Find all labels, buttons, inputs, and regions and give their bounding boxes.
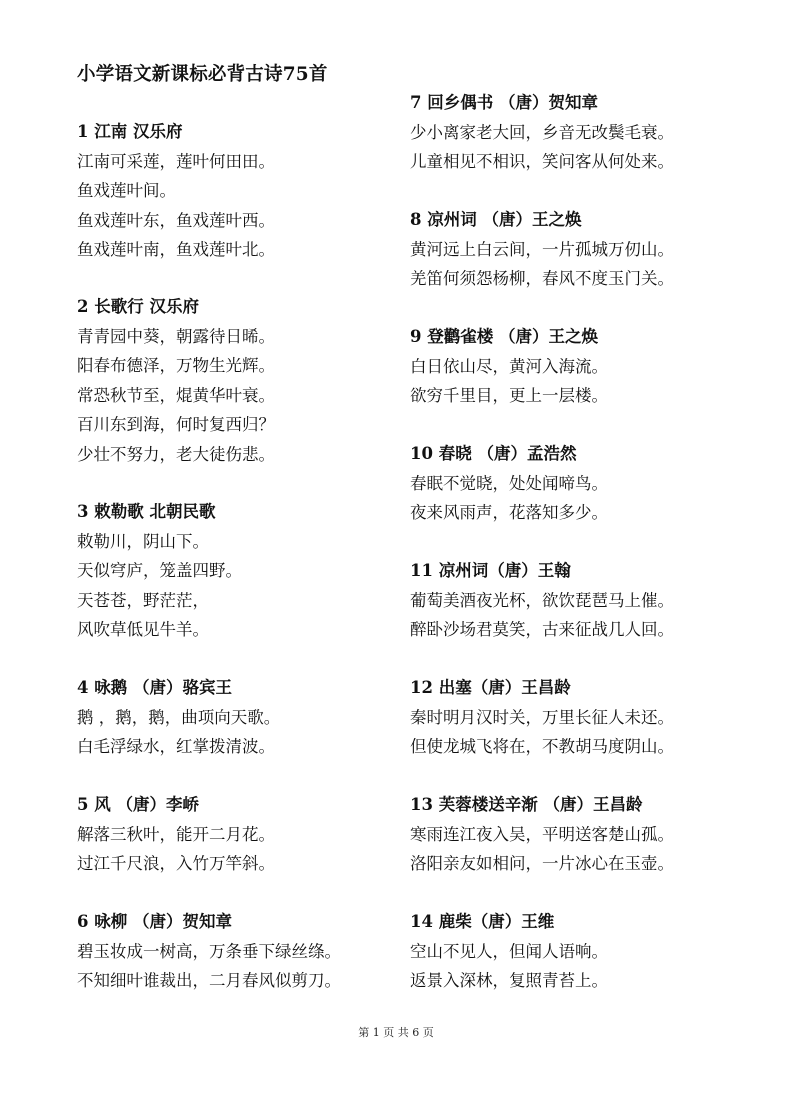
poem-line: 白毛浮绿水，红掌拨清波。	[77, 737, 275, 756]
poem-line: 天似穹庐，笼盖四野。	[77, 561, 242, 580]
poem-1	[77, 117, 397, 265]
poem-11	[410, 556, 740, 645]
poem-2	[77, 292, 397, 469]
poem-3	[77, 497, 397, 645]
poem-line: 但使龙城飞将在，不教胡马度阴山。	[410, 737, 674, 756]
poem-line: 秦时明月汉时关，万里长征人未还。	[410, 707, 674, 727]
poem-heading: 1 江南 汉乐府	[77, 122, 183, 141]
poem-12	[410, 673, 740, 762]
poem-line: 鱼戏莲叶间。	[77, 181, 176, 200]
poem-heading: 9 登鹳雀楼 （唐）王之焕	[410, 327, 598, 346]
poem-line: 过江千尺浪，入竹万竿斜。	[77, 854, 275, 873]
poem-line: 鱼戏莲叶南，鱼戏莲叶北。	[77, 240, 275, 259]
poem-4	[77, 673, 397, 762]
poem-heading: 8 凉州词 （唐）王之焕	[410, 210, 582, 229]
poem-line: 儿童相见不相识，笑问客从何处来。	[410, 152, 674, 171]
poem-line: 葡萄美酒夜光杯，欲饮琵琶马上催。	[410, 590, 674, 610]
poem-heading: 2 长歌行 汉乐府	[77, 297, 199, 316]
poem-line: 返景入深林，复照青苔上。	[410, 971, 608, 990]
poem-line: 少壮不努力，老大徒伤悲。	[77, 444, 275, 464]
poem-heading: 5 风 （唐）李峤	[77, 795, 199, 814]
poem-heading: 3 敕勒歌 北朝民歌	[77, 502, 216, 521]
poem-line: 鱼戏莲叶东，鱼戏莲叶西。	[77, 210, 275, 230]
poem-13	[410, 790, 740, 879]
poem-7	[410, 88, 740, 177]
poem-line: 风吹草低见牛羊。	[77, 620, 209, 639]
poem-line: 敕勒川，阴山下。	[77, 531, 209, 551]
poem-line: 青青园中葵，朝露待日晞。	[77, 326, 275, 346]
poem-line: 江南可采莲，莲叶何田田。	[77, 151, 275, 171]
poem-8	[410, 205, 740, 294]
poem-heading: 14 鹿柴（唐）王维	[410, 912, 555, 931]
poem-14	[410, 907, 740, 996]
poem-heading: 7 回乡偶书 （唐）贺知章	[410, 93, 598, 112]
poem-line: 黄河远上白云间，一片孤城万仞山。	[410, 239, 674, 259]
poem-heading: 12 出塞（唐）王昌龄	[410, 678, 571, 697]
poem-line: 羌笛何须怨杨柳，春风不度玉门关。	[410, 269, 674, 288]
poem-5	[77, 790, 397, 879]
poem-line: 春眠不觉晓，处处闻啼鸟。	[410, 473, 608, 493]
poem-line: 碧玉妆成一树高，万条垂下绿丝绦。	[77, 941, 341, 961]
poem-line: 阳春布德泽，万物生光辉。	[77, 356, 275, 375]
poem-heading: 10 春晓 （唐）孟浩然	[410, 444, 577, 463]
poem-6	[77, 907, 397, 996]
poem-line: 夜来风雨声，花落知多少。	[410, 503, 608, 522]
poem-heading: 11 凉州词（唐）王翰	[410, 561, 571, 580]
poem-line: 天苍苍，野茫茫，	[77, 590, 209, 610]
page-footer: 第 1 页 共 6 页	[358, 1026, 434, 1039]
poem-line: 不知细叶谁裁出，二月春风似剪刀。	[77, 971, 341, 990]
poem-line: 洛阳亲友如相问，一片冰心在玉壶。	[410, 854, 674, 873]
poem-line: 少小离家老大回，乡音无改鬓毛衰。	[410, 122, 674, 142]
poem-9	[410, 322, 740, 411]
poem-line: 醉卧沙场君莫笑，古来征战几人回。	[410, 620, 674, 639]
document-title: 小学语文新课标必背古诗75首	[77, 64, 328, 85]
poem-line: 寒雨连江夜入吴，平明送客楚山孤。	[410, 824, 674, 844]
poem-heading: 6 咏柳 （唐）贺知章	[77, 912, 232, 931]
poem-line: 百川东到海，何时复西归？	[77, 415, 275, 434]
poem-line: 鹅 ，鹅，鹅，曲项向天歌。	[77, 707, 281, 727]
poem-line: 欲穷千里目，更上一层楼。	[410, 386, 608, 405]
poem-heading: 13 芙蓉楼送辛渐 （唐）王昌龄	[410, 795, 643, 814]
poem-line: 解落三秋叶，能开二月花。	[77, 824, 275, 844]
poem-line: 白日依山尽，黄河入海流。	[410, 356, 608, 376]
poem-line: 空山不见人，但闻人语响。	[410, 941, 608, 961]
poem-line: 常恐秋节至，焜黄华叶衰。	[77, 385, 275, 405]
poem-heading: 4 咏鹅 （唐）骆宾王	[77, 678, 232, 697]
poem-10	[410, 439, 740, 528]
